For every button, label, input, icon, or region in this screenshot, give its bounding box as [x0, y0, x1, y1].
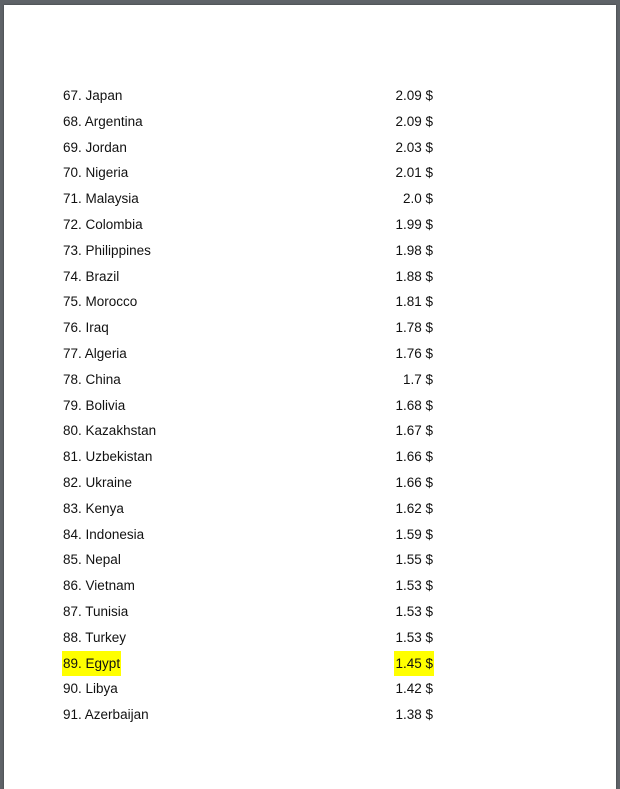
rank-number: 81.	[63, 449, 82, 465]
list-item	[62, 212, 434, 238]
list-item	[62, 522, 434, 548]
rank-number: 89.	[63, 655, 82, 671]
country-label	[62, 470, 133, 496]
list-item	[62, 315, 434, 341]
country-label	[62, 522, 145, 548]
country-name: Bolivia	[85, 397, 126, 413]
rank-number: 76.	[63, 320, 82, 336]
country-name: Morocco	[85, 294, 138, 310]
price-value: 1.45 $	[394, 651, 434, 677]
rank-number: 84.	[63, 526, 82, 542]
list-item	[62, 83, 434, 109]
country-name: Ukraine	[85, 474, 133, 490]
price-value: 1.67 $	[395, 423, 433, 439]
country-name: China	[85, 371, 121, 387]
list-item	[62, 676, 434, 702]
rank-number: 69.	[63, 139, 82, 155]
list-item-highlighted	[62, 651, 434, 677]
rank-number: 79.	[63, 397, 82, 413]
price-value: 1.78 $	[395, 320, 433, 336]
country-label	[62, 212, 144, 238]
price-value: 1.7 $	[402, 371, 433, 387]
rank-number: 85.	[63, 552, 82, 568]
country-label	[62, 393, 126, 419]
list-item	[62, 444, 434, 470]
country-name: Kenya	[85, 500, 124, 516]
country-label	[62, 135, 128, 161]
country-label	[62, 496, 125, 522]
list-item	[62, 418, 434, 444]
list-item	[62, 264, 434, 290]
price-value: 1.66 $	[395, 449, 433, 465]
country-label	[62, 573, 136, 599]
rank-number: 87.	[63, 603, 82, 619]
rank-number: 82.	[63, 474, 82, 490]
price-value: 1.53 $	[395, 603, 433, 619]
country-name: Kazakhstan	[85, 423, 157, 439]
rank-number: 78.	[63, 371, 82, 387]
country-name: Libya	[85, 681, 118, 697]
price-value: 1.99 $	[395, 216, 433, 232]
price-value: 2.09 $	[395, 113, 433, 129]
rank-number: 73.	[63, 242, 82, 258]
rank-number: 90.	[63, 681, 82, 697]
document-page	[4, 5, 616, 789]
rank-number: 83.	[63, 500, 82, 516]
country-name: Egypt	[85, 655, 121, 671]
price-value: 1.53 $	[395, 578, 433, 594]
country-name: Nigeria	[85, 165, 129, 181]
country-label	[62, 444, 153, 470]
country-label	[62, 547, 122, 573]
country-label	[62, 83, 123, 109]
price-value: 1.59 $	[395, 526, 433, 542]
list-item	[62, 186, 434, 212]
price-value: 1.66 $	[395, 474, 433, 490]
price-value: 2.0 $	[402, 191, 433, 207]
list-item	[62, 393, 434, 419]
list-item	[62, 109, 434, 135]
country-name: Indonesia	[85, 526, 145, 542]
rank-number: 68.	[63, 113, 82, 129]
country-label	[62, 238, 152, 264]
rank-number: 86.	[63, 578, 82, 594]
list-item	[62, 496, 434, 522]
price-value: 1.76 $	[395, 345, 433, 361]
rank-number: 74.	[63, 268, 82, 284]
price-value: 2.01 $	[395, 165, 433, 181]
country-label	[62, 186, 140, 212]
list-item	[62, 599, 434, 625]
list-item	[62, 289, 434, 315]
country-name: Algeria	[84, 345, 127, 361]
country-name: Malaysia	[85, 191, 139, 207]
price-value: 1.98 $	[395, 242, 433, 258]
price-value: 1.55 $	[395, 552, 433, 568]
ranking-list	[62, 83, 434, 728]
list-item	[62, 702, 434, 728]
country-label	[62, 109, 144, 135]
country-name: Jordan	[85, 139, 127, 155]
country-label	[62, 651, 121, 677]
country-name: Brazil	[85, 268, 120, 284]
country-label	[62, 315, 110, 341]
country-name: Azerbaijan	[84, 707, 149, 723]
price-value: 1.38 $	[395, 707, 433, 723]
list-item	[62, 573, 434, 599]
rank-number: 70.	[63, 165, 82, 181]
country-label	[62, 418, 157, 444]
country-name: Colombia	[85, 216, 143, 232]
rank-number: 67.	[63, 88, 82, 103]
price-value: 2.03 $	[395, 139, 433, 155]
country-name: Uzbekistan	[85, 449, 153, 465]
price-value: 1.62 $	[395, 500, 433, 516]
price-value: 2.09 $	[395, 88, 433, 103]
price-value: 1.81 $	[395, 294, 433, 310]
list-item	[62, 160, 434, 186]
country-name: Argentina	[84, 113, 143, 129]
country-label	[62, 289, 138, 315]
rank-number: 71.	[63, 191, 82, 207]
list-item	[62, 470, 434, 496]
country-label	[62, 367, 122, 393]
price-value: 1.68 $	[395, 397, 433, 413]
country-name: Tunisia	[85, 603, 129, 619]
country-name: Vietnam	[85, 578, 135, 594]
rank-number: 91.	[63, 707, 82, 723]
country-name: Japan	[85, 88, 123, 103]
country-label	[62, 264, 120, 290]
list-item	[62, 547, 434, 573]
price-value: 1.42 $	[395, 681, 433, 697]
rank-number: 80.	[63, 423, 82, 439]
rank-number: 77.	[63, 345, 82, 361]
country-label	[62, 341, 128, 367]
country-label	[62, 599, 129, 625]
country-label	[62, 625, 127, 651]
list-item	[62, 135, 434, 161]
country-label	[62, 702, 150, 728]
rank-number: 72.	[63, 216, 82, 232]
country-name: Turkey	[85, 629, 127, 645]
list-item	[62, 625, 434, 651]
price-value: 1.88 $	[395, 268, 433, 284]
list-item	[62, 341, 434, 367]
price-value: 1.53 $	[395, 629, 433, 645]
list-item	[62, 367, 434, 393]
rank-number: 88.	[63, 629, 82, 645]
country-label	[62, 160, 129, 186]
rank-number: 75.	[63, 294, 82, 310]
country-name: Philippines	[85, 242, 151, 258]
country-label	[62, 676, 119, 702]
list-item	[62, 238, 434, 264]
country-name: Nepal	[85, 552, 121, 568]
country-name: Iraq	[85, 320, 109, 336]
